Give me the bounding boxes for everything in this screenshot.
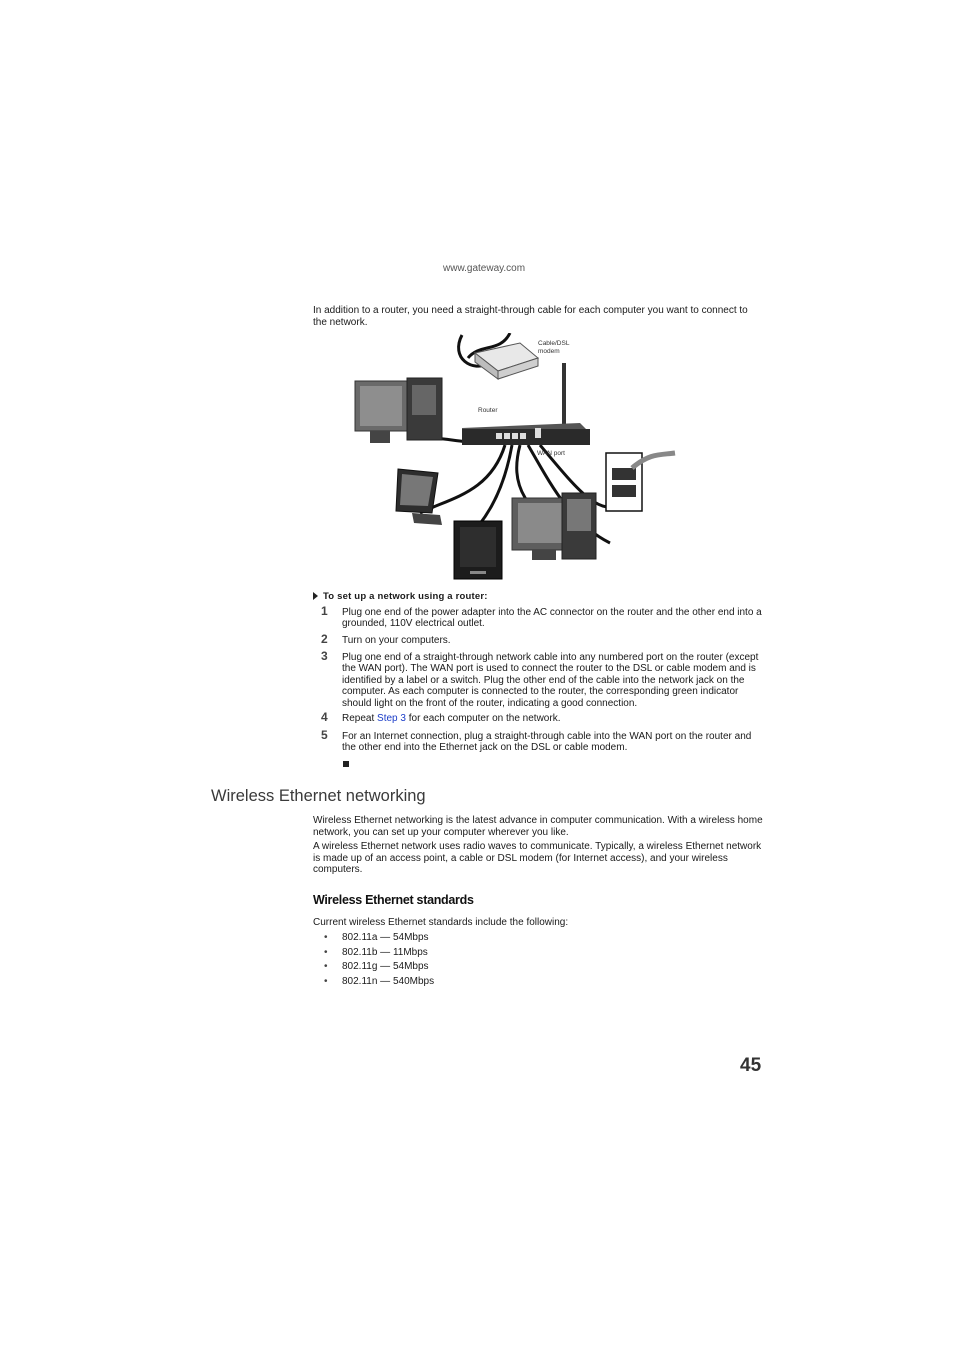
end-of-procedure-icon <box>343 761 349 767</box>
list-item: • 802.11n — 540Mbps <box>324 976 435 987</box>
bullet-icon: • <box>324 961 328 972</box>
router-label: Router <box>478 407 498 414</box>
step-text: Plug one end of the power adapter into the AC connector on the router and the other end into a grounded, 110V electrical outlet. <box>342 607 762 630</box>
modem-label-1: Cable/DSL <box>538 340 570 347</box>
step-text: Turn on your computers. <box>342 635 451 646</box>
section-paragraph-2: A wireless Ethernet network uses radio waves to communicate. Typically, a wireless Ethernet network is made up of an access point, a cable or DSL modem (for Internet access), and your wireless computers. <box>313 841 762 875</box>
step-text: Repeat Step 3 for each computer on the network. <box>342 713 561 724</box>
step-3 <box>321 649 766 709</box>
step-1 <box>321 604 766 630</box>
ethernet-jack-detail <box>606 453 675 511</box>
list-item: • 802.11b — 11Mbps <box>324 947 428 958</box>
intro-paragraph: In addition to a router, you need a straight-through cable for each computer you want to connect to the network. <box>313 305 748 328</box>
laptop-computer <box>396 469 442 525</box>
router-device <box>462 363 590 445</box>
wan-port-label: WAN port <box>537 450 565 457</box>
section-heading: Wireless Ethernet networking <box>211 787 426 805</box>
step-number: 2 <box>321 632 328 646</box>
step-4 <box>321 710 766 724</box>
subsection-heading: Wireless Ethernet standards <box>313 893 474 907</box>
step-text: For an Internet connection, plug a straight-through cable into the WAN port on the router and the other end into the Ethernet jack on the DSL or cable modem. <box>342 731 752 754</box>
step-number: 4 <box>321 710 328 724</box>
step-5 <box>321 728 766 754</box>
modem-label-2: modem <box>538 348 560 355</box>
desktop-computer-right <box>512 493 596 560</box>
bullet-icon: • <box>324 947 328 958</box>
page-number: 45 <box>740 1055 762 1076</box>
list-item: • 802.11a — 54Mbps <box>324 932 429 943</box>
tower-computer <box>454 521 502 579</box>
arrow-right-icon <box>313 592 318 600</box>
section-paragraph-1: Wireless Ethernet networking is the latest advance in computer communication. With a wireless home network, you can set up your computer wherever you like. <box>313 815 763 838</box>
network-diagram <box>350 333 680 583</box>
bullet-icon: • <box>324 932 328 943</box>
desktop-computer-left <box>355 378 442 443</box>
step-number: 3 <box>321 649 328 663</box>
step-2 <box>321 632 766 646</box>
list-item: • 802.11g — 54Mbps <box>324 961 429 972</box>
header-url: www.gateway.com <box>443 263 526 274</box>
step-number: 5 <box>321 728 328 742</box>
step-text: Plug one end of a straight-through network cable into any numbered port on the router (except the WAN port). The WAN port is used to connect the router to the DSL or cable modem and is identified by a label or a switch. Plug the other end of the cable into the network jack on the computer. As each computer is connected to the router, the corresponding green indicator should light on the front of the router, indicating a good connection. <box>342 652 759 709</box>
procedure-title: To set up a network using a router: <box>313 591 488 602</box>
bullet-icon: • <box>324 976 328 987</box>
step-number: 1 <box>321 604 328 618</box>
step-3-link[interactable]: Step 3 <box>377 713 406 724</box>
subsection-intro: Current wireless Ethernet standards include the following: <box>313 917 569 928</box>
